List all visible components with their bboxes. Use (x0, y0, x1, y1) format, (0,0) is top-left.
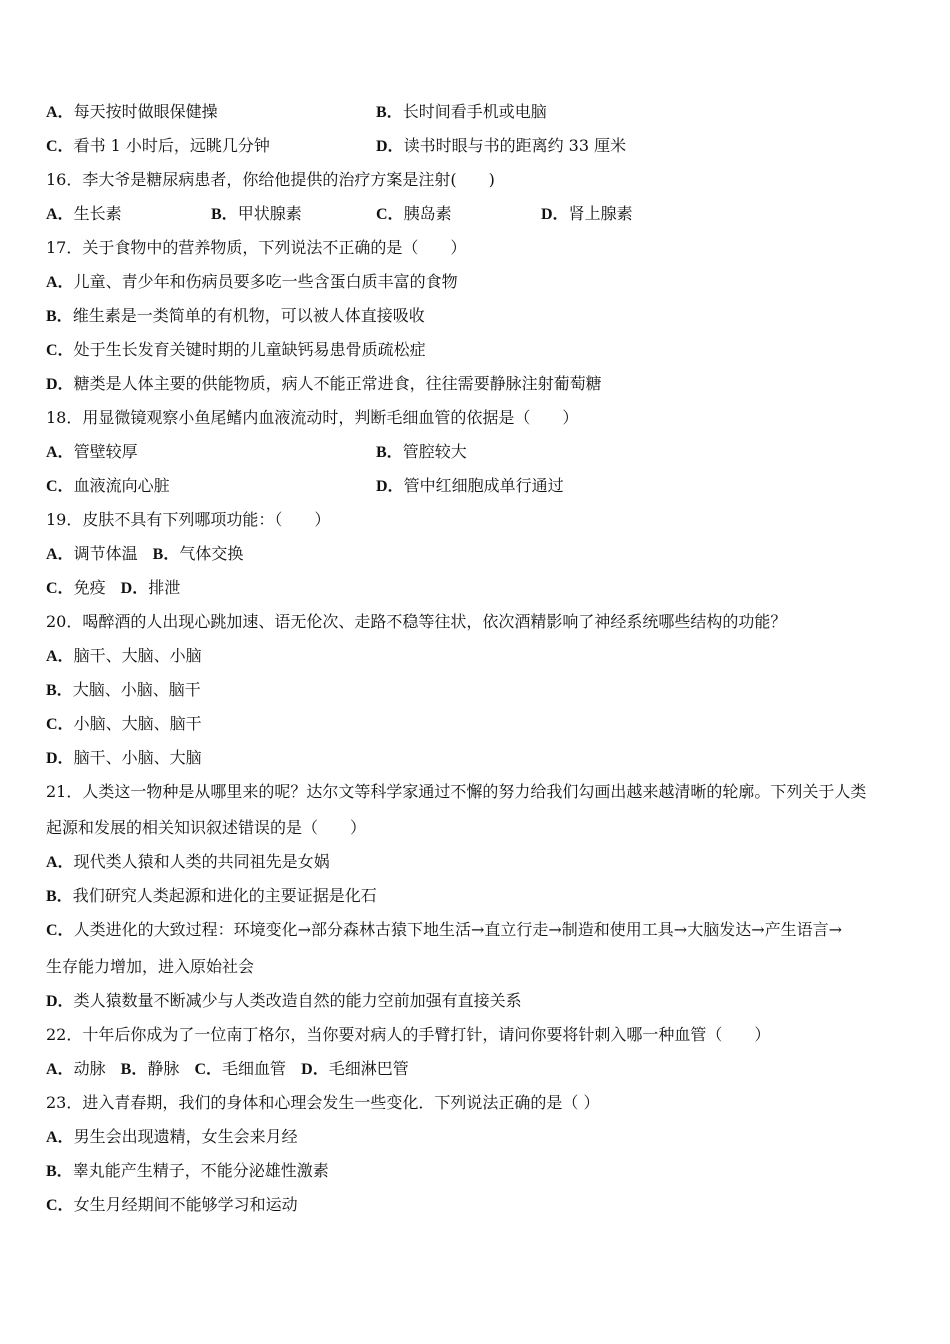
q21-stem-line-2: 起源和发展的相关知识叙述错误的是（ ） (46, 818, 367, 837)
q16-option-b[interactable]: B．甲状腺素 (211, 204, 302, 223)
q23-stem: 23．进入青春期，我们的身体和心理会发生一些变化．下列说法正确的是（ ） (46, 1093, 600, 1112)
q22-option-c[interactable]: C．毛细血管 (194, 1059, 287, 1078)
q18-option-d[interactable]: D．管中红细胞成单行通过 (376, 476, 564, 495)
q17-option-c[interactable]: C．处于生长发育关键时期的儿童缺钙易患骨质疏松症 (46, 340, 426, 359)
q22-option-a[interactable]: A．动脉 (46, 1059, 106, 1078)
q17-option-d[interactable]: D．糖类是人体主要的供能物质，病人不能正常进食，往往需要静脉注射葡萄糖 (46, 374, 602, 393)
q18-option-b[interactable]: B．管腔较大 (376, 442, 467, 461)
q20-option-a[interactable]: A．脑干、大脑、小脑 (46, 646, 202, 665)
q18-options-row-2 (46, 476, 906, 496)
q18-options-row-1 (46, 442, 906, 462)
q21-option-c[interactable]: C．人类进化的大致过程：环境变化→部分森林古猿下地生活→直立行走→制造和使用工具→大脑发达→产生语言→ (46, 920, 843, 939)
q16-option-d[interactable]: D．肾上腺素 (541, 204, 633, 223)
q20-option-b[interactable]: B．大脑、小脑、脑干 (46, 680, 201, 699)
q16-options (46, 204, 906, 224)
q21-option-b[interactable]: B．我们研究人类起源和进化的主要证据是化石 (46, 886, 377, 905)
q20-stem: 20．喝醉酒的人出现心跳加速、语无伦次、走路不稳等往状，依次酒精影响了神经系统哪些结构的功能？ (46, 612, 787, 631)
q16-stem: 16．李大爷是糖尿病患者，你给他提供的治疗方案是注射( ) (46, 170, 495, 189)
q22-options (46, 1059, 409, 1080)
q18-stem: 18．用显微镜观察小鱼尾鳍内血液流动时，判断毛细血管的依据是（ ） (46, 408, 579, 427)
q23-option-a[interactable]: A．男生会出现遗精，女生会来月经 (46, 1127, 298, 1146)
q16-option-c[interactable]: C．胰岛素 (376, 204, 452, 223)
q19-option-d[interactable]: D．排泄 (120, 578, 181, 597)
q19-options-row-2 (46, 578, 180, 599)
q18-option-c[interactable]: C．血液流向心脏 (46, 476, 170, 495)
q22-option-d[interactable]: D．毛细淋巴管 (301, 1059, 409, 1078)
q15-options-row-2 (46, 136, 906, 156)
q19-stem: 19．皮肤不具有下列哪项功能：（ ） (46, 510, 331, 529)
q21-option-a[interactable]: A．现代类人猿和人类的共同祖先是女娲 (46, 852, 330, 871)
q15-options-row-1 (46, 102, 906, 122)
q21-option-c-line-2: 生存能力增加，进入原始社会 (46, 957, 255, 976)
q20-option-d[interactable]: D．脑干、小脑、大脑 (46, 748, 202, 767)
q15-option-b[interactable]: B．长时间看手机或电脑 (376, 102, 547, 121)
q19-option-c[interactable]: C．免疫 (46, 578, 106, 597)
q21-option-d[interactable]: D．类人猿数量不断减少与人类改造自然的能力空前加强有直接关系 (46, 991, 522, 1010)
q17-stem: 17．关于食物中的营养物质，下列说法不正确的是（ ） (46, 238, 467, 257)
q19-option-a[interactable]: A．调节体温 (46, 544, 138, 563)
q16-option-a[interactable]: A．生长素 (46, 204, 122, 223)
q19-option-b[interactable]: B．气体交换 (152, 544, 244, 563)
q21-stem-line-1: 21．人类这一物种是从哪里来的呢？达尔文等科学家通过不懈的努力给我们勾画出越来越清晰的轮廓。下列关于人类 (46, 782, 867, 801)
q19-options-row-1 (46, 544, 243, 565)
q20-option-c[interactable]: C．小脑、大脑、脑干 (46, 714, 202, 733)
q15-option-d[interactable]: D．读书时眼与书的距离约 33 厘米 (376, 136, 627, 155)
q23-option-b[interactable]: B．睾丸能产生精子，不能分泌雄性激素 (46, 1161, 329, 1180)
q18-option-a[interactable]: A．管壁较厚 (46, 442, 138, 461)
q17-option-a[interactable]: A．儿童、青少年和伤病员要多吃一些含蛋白质丰富的食物 (46, 272, 458, 291)
q15-option-a[interactable]: A．每天按时做眼保健操 (46, 102, 218, 121)
q17-option-b[interactable]: B．维生素是一类简单的有机物，可以被人体直接吸收 (46, 306, 425, 325)
q22-option-b[interactable]: B．静脉 (120, 1059, 180, 1078)
q23-option-c[interactable]: C．女生月经期间不能够学习和运动 (46, 1195, 298, 1214)
q15-option-c[interactable]: C．看书 1 小时后，远眺几分钟 (46, 136, 270, 155)
q22-stem: 22．十年后你成为了一位南丁格尔，当你要对病人的手臂打针，请问你要将针刺入哪一种血管（ ） (46, 1025, 771, 1044)
